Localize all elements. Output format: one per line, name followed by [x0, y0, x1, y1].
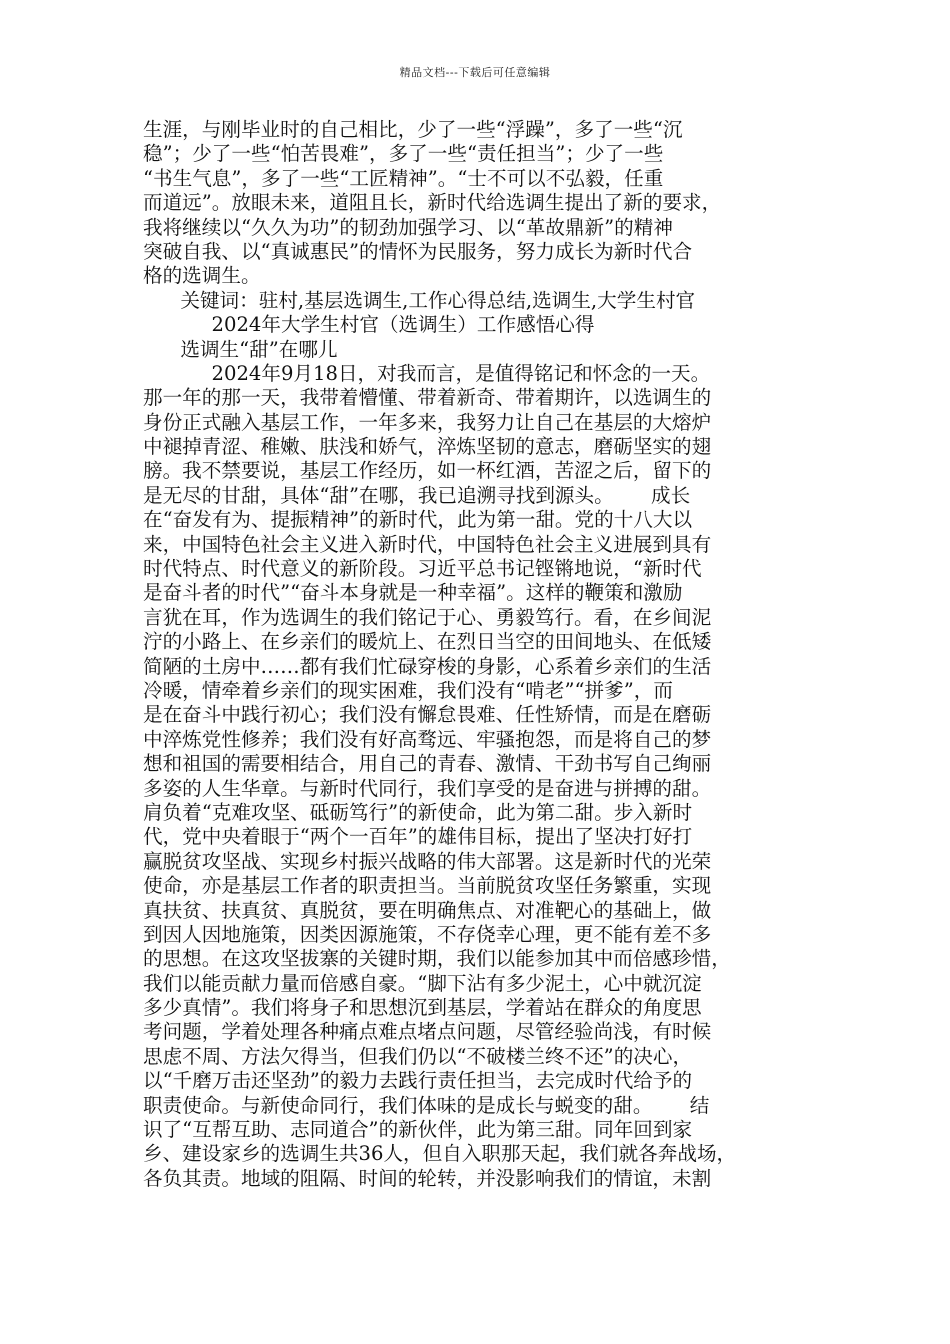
body-line: 来，中国特色社会主义进入新时代，中国特色社会主义进展到具有	[143, 532, 712, 556]
body-line: 中淬炼党性修养；我们没有好高骛远、牢骚抱怨，而是将自己的梦	[143, 727, 712, 751]
body-line: 泞的小路上、在乡亲们的暖炕上、在烈日当空的田间地头、在低矮	[143, 630, 712, 654]
body-line: 各负其责。地域的阻隔、时间的轮转，并没影响我们的情谊，未割	[143, 1166, 712, 1190]
body-line: 肩负着“克难攻坚、砥砺笃行”的新使命，此为第二甜。步入新时	[143, 800, 693, 824]
body-line: 2024年9月18日，对我而言，是值得铭记和怀念的一天。	[143, 361, 711, 385]
article-subtitle: 选调生“甜”在哪儿	[143, 337, 338, 361]
body-line: 乡、建设家乡的选调生共36人，但自入职那天起，我们就各奔战场，	[143, 1142, 737, 1166]
document-body	[143, 118, 823, 1191]
page-header: 精品文档---下载后可任意编辑	[399, 66, 551, 79]
body-line: 赢脱贫攻坚战、实现乡村振兴战略的伟大部署。这是新时代的光荣	[143, 849, 712, 873]
body-line: 想和祖国的需要相结合，用自己的青春、激情、干劲书写自己绚丽	[143, 752, 712, 776]
body-line: 言犹在耳，作为选调生的我们铭记于心、勇毅笃行。看，在乡间泥	[143, 605, 712, 629]
body-line: 在“奋发有为、提振精神”的新时代，此为第一甜。党的十八大以	[143, 508, 693, 532]
body-line: 是在奋斗中践行初心；我们没有懈怠畏难、任性矫情，而是在磨砺	[143, 703, 712, 727]
body-line: 真扶贫、扶真贫、真脱贫，要在明确焦点、对准靶心的基础上，做	[143, 898, 712, 922]
body-line: 冷暖，情牵着乡亲们的现实困难，我们没有“啃老”“拼爹”，而	[143, 678, 673, 702]
body-line: 稳”；少了一些“怕苦畏难”，多了一些“责任担当”；少了一些	[143, 142, 664, 166]
body-line: 思虑不周、方法欠得当，但我们仍以“不破楼兰终不还”的决心，	[143, 1044, 693, 1068]
body-line: 我们以能贡献力量而倍感自豪。“脚下沾有多少泥土，心中就沉淀	[143, 971, 702, 995]
body-line: 简陋的土房中……都有我们忙碌穿梭的身影，心系着乡亲们的生活	[143, 654, 712, 678]
body-line: 是无尽的甘甜，具体“甜”在哪，我已追溯寻找到源头。 成长	[143, 483, 691, 507]
body-line: 而道远”。放眼未来，道阻且长，新时代给选调生提出了新的要求，	[143, 191, 722, 215]
body-line: 多姿的人生华章。与新时代同行，我们享受的是奋进与拼搏的甜。	[143, 776, 712, 800]
body-line: 职责使命。与新使命同行，我们体味的是成长与蜕变的甜。 结	[143, 1093, 710, 1117]
body-line: 是奋斗者的时代”“奋斗本身就是一种幸福”。这样的鞭策和激励	[143, 581, 683, 605]
article-title: 2024年大学生村官（选调生）工作感悟心得	[143, 313, 595, 337]
body-line: 膀。我不禁要说，基层工作经历，如一杯红酒，苦涩之后，留下的	[143, 459, 712, 483]
body-line: 以“千磨万击还坚劲”的毅力去践行责任担当，去完成时代给予的	[143, 1069, 693, 1093]
body-line: 生涯，与刚毕业时的自己相比，少了一些“浮躁”，多了一些“沉	[143, 118, 683, 141]
body-line: 身份正式融入基层工作，一年多来，我努力让自己在基层的大熔炉	[143, 410, 712, 434]
body-line: 时代特点、时代意义的新阶段。习近平总书记铿锵地说，“新时代	[143, 557, 702, 581]
body-line: 到因人因地施策，因类因源施策，不存侥幸心理，更不能有差不多	[143, 922, 712, 946]
body-line: 使命，亦是基层工作者的职责担当。当前脱贫攻坚任务繁重，实现	[143, 874, 712, 898]
body-line: 中褪掉青涩、稚嫩、肤浅和娇气，淬炼坚韧的意志，磨砺坚实的翅	[143, 435, 712, 459]
body-line: 的思想。在这攻坚拔寨的关键时期，我们以能参加其中而倍感珍惜，	[143, 947, 731, 971]
body-line: 代，党中央着眼于“两个一百年”的雄伟目标，提出了坚决打好打	[143, 825, 693, 849]
body-line: “书生气息”，多了一些“工匠精神”。“士不可以不弘毅，任重	[143, 166, 664, 190]
body-line: 格的选调生。	[143, 264, 261, 288]
body-line: 我将继续以“久久为功”的韧劲加强学习、以“革故鼎新”的精神	[143, 215, 673, 239]
body-line: 突破自我、以“真诚惠民”的情怀为民服务，努力成长为新时代合	[143, 239, 693, 263]
body-line: 识了“互帮互助、志同道合”的新伙伴，此为第三甜。同年回到家	[143, 1118, 693, 1142]
keywords-line: 关键词：驻村,基层选调生,工作心得总结,选调生,大学生村官	[143, 288, 696, 312]
body-line: 那一年的那一天，我带着懵懂、带着新奇、带着期许，以选调生的	[143, 386, 712, 410]
body-line: 多少真情”。我们将身子和思想沉到基层，学着站在群众的角度思	[143, 996, 702, 1020]
body-line: 考问题，学着处理各种痛点难点堵点问题，尽管经验尚浅，有时候	[143, 1020, 712, 1044]
